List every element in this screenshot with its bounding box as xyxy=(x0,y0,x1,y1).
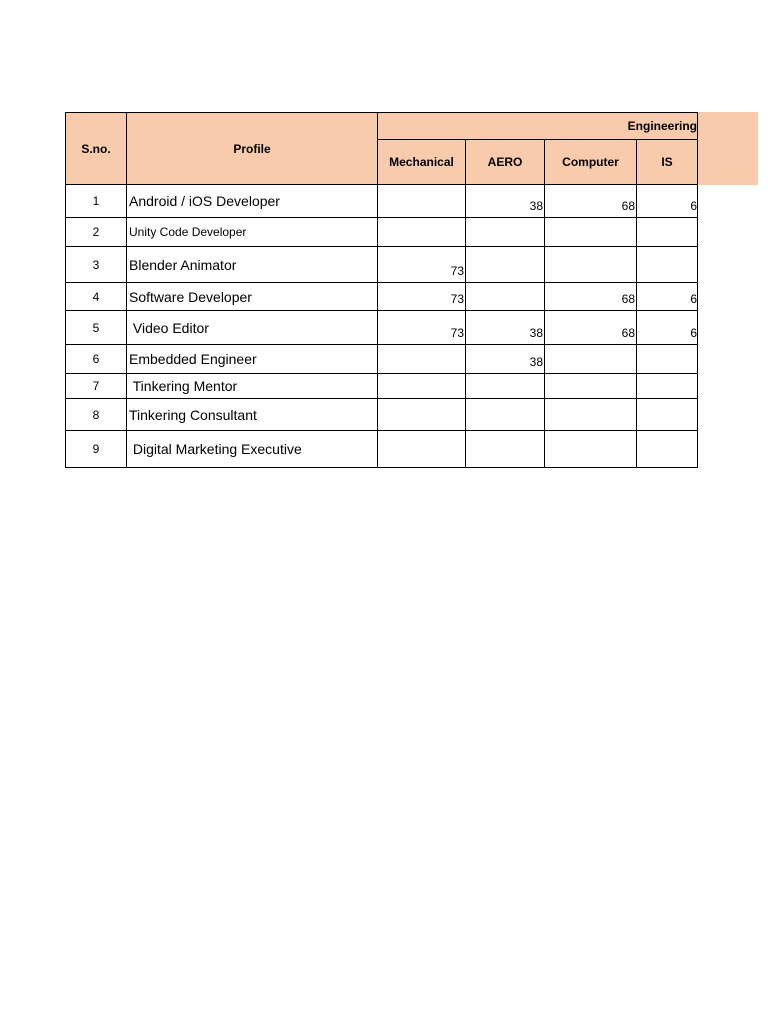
cell-computer xyxy=(545,345,637,374)
cell-is xyxy=(637,218,698,247)
header-profile: Profile xyxy=(127,113,378,185)
cell-profile: Embedded Engineer xyxy=(127,345,378,374)
header-computer: Computer xyxy=(545,140,637,185)
cell-aero xyxy=(466,374,545,399)
cell-sno: 9 xyxy=(66,431,127,468)
table-row xyxy=(66,283,698,311)
cell-sno: 6 xyxy=(66,345,127,374)
cell-is xyxy=(637,431,698,468)
cell-is: 6 xyxy=(637,185,698,218)
cell-profile: Digital Marketing Executive xyxy=(127,431,378,468)
table-row xyxy=(66,218,698,247)
table-row xyxy=(66,345,698,374)
cell-aero xyxy=(466,431,545,468)
table-row xyxy=(66,399,698,431)
cell-aero: 38 xyxy=(466,185,545,218)
cell-mechanical xyxy=(378,185,466,218)
cell-mechanical xyxy=(378,399,466,431)
cell-computer: 68 xyxy=(545,311,637,345)
cell-sno: 7 xyxy=(66,374,127,399)
cell-is xyxy=(637,345,698,374)
cell-profile: Android / iOS Developer xyxy=(127,185,378,218)
cell-mechanical: 73 xyxy=(378,311,466,345)
header-is: IS xyxy=(637,140,698,185)
cell-profile: Video Editor xyxy=(127,311,378,345)
table-row xyxy=(66,431,698,468)
cell-sno: 5 xyxy=(66,311,127,345)
table-row xyxy=(66,185,698,218)
cell-aero: 38 xyxy=(466,345,545,374)
header-group-engineering: Engineering xyxy=(378,113,698,140)
cell-computer xyxy=(545,247,637,283)
cell-computer: 68 xyxy=(545,185,637,218)
cell-is xyxy=(637,374,698,399)
cell-computer xyxy=(545,218,637,247)
cell-mechanical xyxy=(378,431,466,468)
profiles-table xyxy=(65,112,698,468)
cell-mechanical xyxy=(378,374,466,399)
cell-profile: Tinkering Consultant xyxy=(127,399,378,431)
cell-profile: Unity Code Developer xyxy=(127,218,378,247)
cell-is xyxy=(637,247,698,283)
cell-sno: 1 xyxy=(66,185,127,218)
cell-sno: 2 xyxy=(66,218,127,247)
cell-mechanical: 73 xyxy=(378,283,466,311)
cell-aero xyxy=(466,399,545,431)
cell-profile: Tinkering Mentor xyxy=(127,374,378,399)
table-row xyxy=(66,374,698,399)
cell-aero xyxy=(466,218,545,247)
cell-is: 6 xyxy=(637,311,698,345)
cell-computer xyxy=(545,399,637,431)
cell-is xyxy=(637,399,698,431)
cell-mechanical xyxy=(378,345,466,374)
cell-computer: 68 xyxy=(545,283,637,311)
cell-aero: 38 xyxy=(466,311,545,345)
cell-sno: 3 xyxy=(66,247,127,283)
cell-mechanical xyxy=(378,218,466,247)
table-row xyxy=(66,311,698,345)
cell-is: 6 xyxy=(637,283,698,311)
cell-profile: Software Developer xyxy=(127,283,378,311)
cell-aero xyxy=(466,283,545,311)
header-mechanical: Mechanical xyxy=(378,140,466,185)
header-sno: S.no. xyxy=(66,113,127,185)
header-aero: AERO xyxy=(466,140,545,185)
table-row xyxy=(66,247,698,283)
cell-profile: Blender Animator xyxy=(127,247,378,283)
cell-sno: 4 xyxy=(66,283,127,311)
cell-computer xyxy=(545,431,637,468)
cell-computer xyxy=(545,374,637,399)
cell-aero xyxy=(466,247,545,283)
cell-sno: 8 xyxy=(66,399,127,431)
cell-mechanical: 73 xyxy=(378,247,466,283)
header-fill-overflow xyxy=(697,112,758,185)
